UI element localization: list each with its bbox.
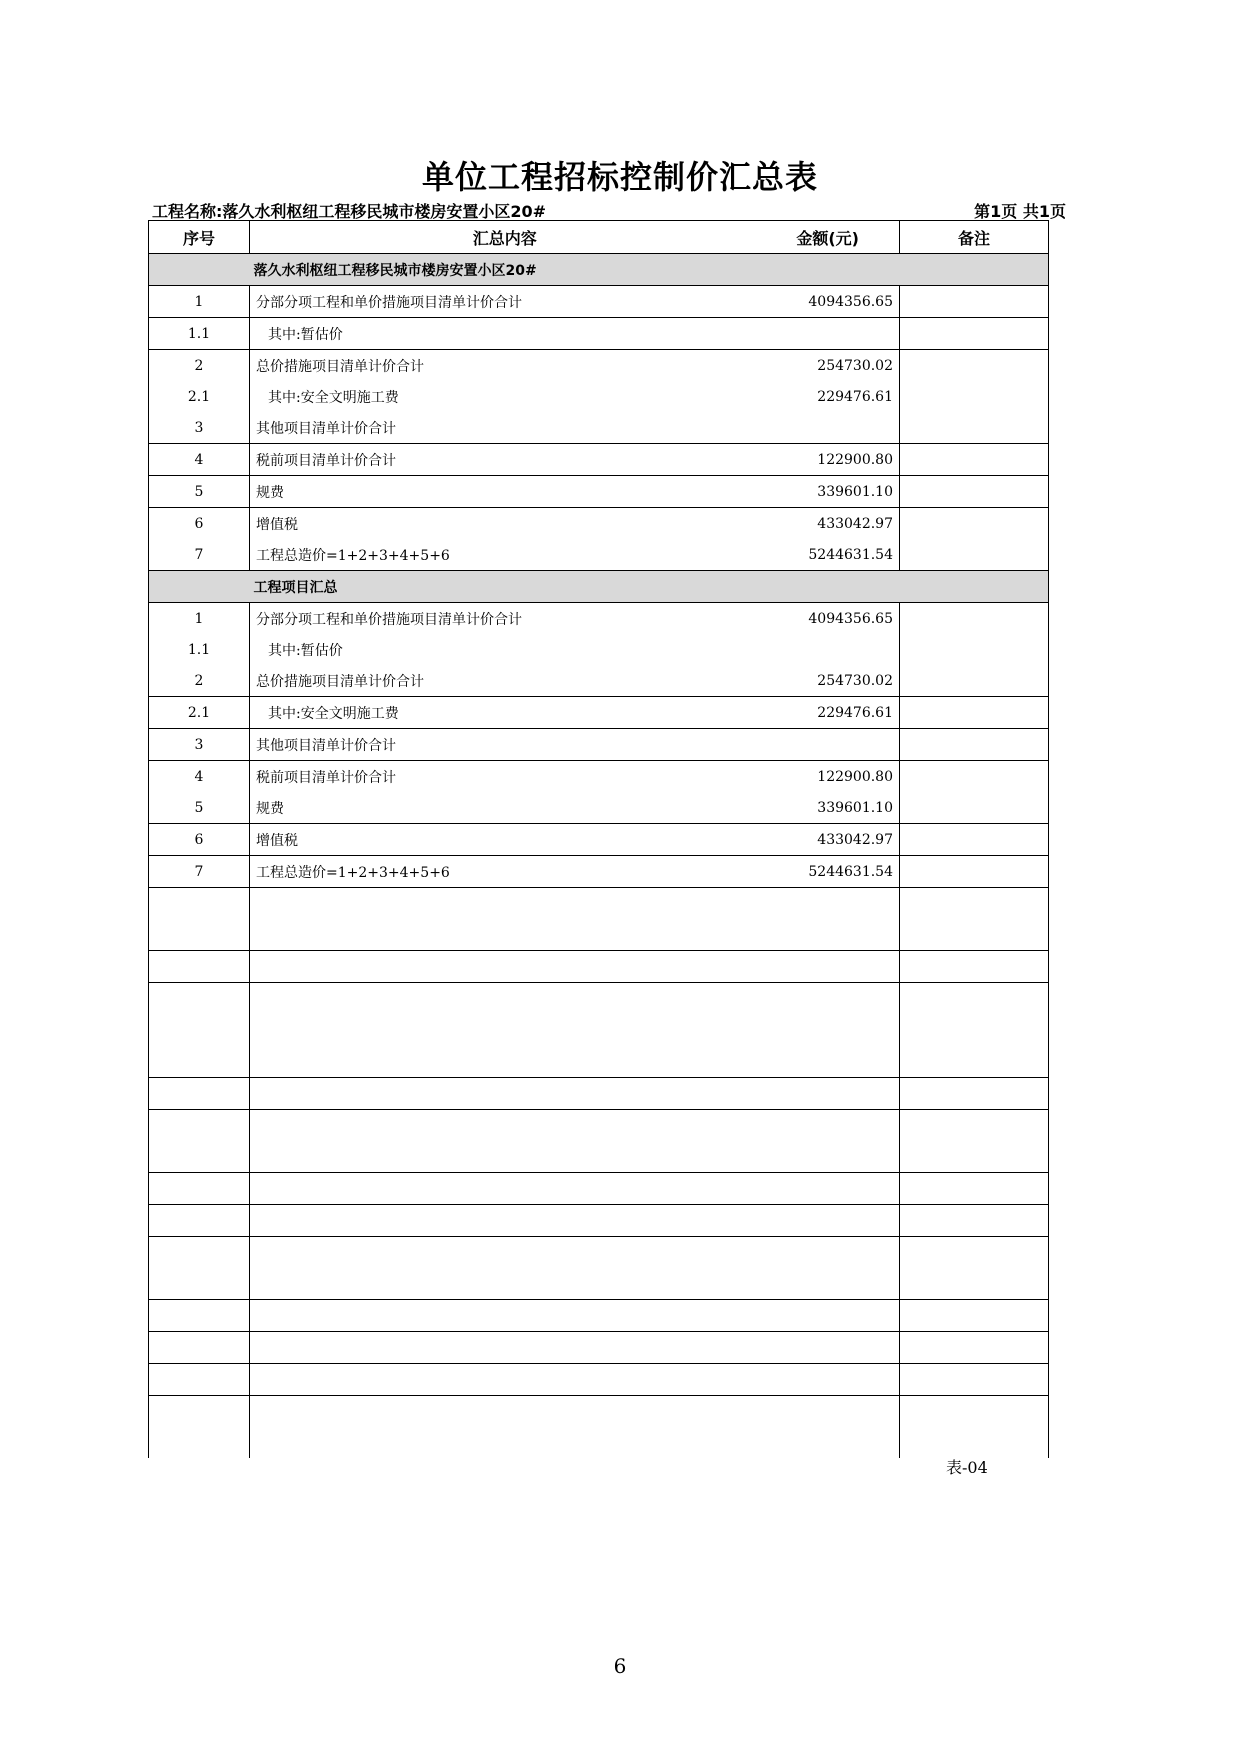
section-title: 落久水利枢纽工程移民城市楼房安置小区20# <box>250 254 1049 286</box>
row-remark <box>900 476 1049 508</box>
row-content: 工程总造价=1+2+3+4+5+6 <box>250 856 760 888</box>
row-amount <box>760 318 900 350</box>
empty-row <box>149 951 1049 983</box>
row-amount: 229476.61 <box>760 697 900 729</box>
row-amount: 4094356.65 <box>760 286 900 318</box>
row-number: 2 <box>149 665 250 697</box>
row-number: 3 <box>149 412 250 444</box>
table-row <box>149 381 1049 412</box>
row-number: 2.1 <box>149 381 250 412</box>
header-content: 汇总内容 <box>250 221 760 254</box>
empty-row <box>149 1078 1049 1110</box>
row-content: 增值税 <box>250 824 760 856</box>
row-number: 5 <box>149 792 250 824</box>
row-remark <box>900 697 1049 729</box>
row-number: 5 <box>149 476 250 508</box>
table-row <box>149 761 1049 793</box>
empty-row <box>149 1300 1049 1332</box>
section-row <box>149 254 1049 286</box>
row-amount: 339601.10 <box>760 476 900 508</box>
header-remark: 备注 <box>900 221 1049 254</box>
empty-row <box>149 1173 1049 1205</box>
page-number: 6 <box>613 1654 627 1678</box>
row-number: 4 <box>149 444 250 476</box>
row-content: 总价措施项目清单计价合计 <box>250 350 760 382</box>
table-row <box>149 603 1049 635</box>
row-number: 1.1 <box>149 634 250 665</box>
row-remark <box>900 665 1049 697</box>
row-amount: 229476.61 <box>760 381 900 412</box>
row-content: 工程总造价=1+2+3+4+5+6 <box>250 539 760 571</box>
row-number: 1.1 <box>149 318 250 350</box>
row-number: 2.1 <box>149 697 250 729</box>
row-number: 1 <box>149 286 250 318</box>
table-row <box>149 634 1049 665</box>
row-amount: 122900.80 <box>760 444 900 476</box>
row-number: 7 <box>149 539 250 571</box>
row-amount: 5244631.54 <box>760 856 900 888</box>
empty-row <box>149 1110 1049 1173</box>
row-amount <box>760 634 900 665</box>
empty-row <box>149 1205 1049 1237</box>
table-row <box>149 729 1049 761</box>
empty-row <box>149 1364 1049 1396</box>
row-remark <box>900 381 1049 412</box>
row-remark <box>900 444 1049 476</box>
table-row <box>149 412 1049 444</box>
section-title: 工程项目汇总 <box>250 571 1049 603</box>
page-title: 单位工程招标控制价汇总表 <box>421 158 818 196</box>
row-content: 其中:安全文明施工费 <box>250 697 760 729</box>
row-remark <box>900 539 1049 571</box>
row-content: 规费 <box>250 476 760 508</box>
row-amount <box>760 729 900 761</box>
row-number: 3 <box>149 729 250 761</box>
row-content: 其中:暂估价 <box>250 634 760 665</box>
row-amount: 433042.97 <box>760 824 900 856</box>
row-remark <box>900 729 1049 761</box>
row-amount: 254730.02 <box>760 665 900 697</box>
row-remark <box>900 286 1049 318</box>
table-header-row <box>149 221 1049 254</box>
row-number: 4 <box>149 761 250 793</box>
empty-row <box>149 888 1049 951</box>
row-number: 2 <box>149 350 250 382</box>
table-row <box>149 444 1049 476</box>
table-row <box>149 824 1049 856</box>
row-amount: 5244631.54 <box>760 539 900 571</box>
row-content: 税前项目清单计价合计 <box>250 444 760 476</box>
row-amount <box>760 412 900 444</box>
row-remark <box>900 824 1049 856</box>
empty-row <box>149 1332 1049 1364</box>
row-remark <box>900 634 1049 665</box>
table-row <box>149 508 1049 540</box>
row-remark <box>900 318 1049 350</box>
row-remark <box>900 412 1049 444</box>
row-content: 规费 <box>250 792 760 824</box>
empty-row <box>149 1396 1049 1459</box>
header-seq: 序号 <box>149 221 250 254</box>
form-code: 表-04 <box>946 1458 988 1477</box>
section-row <box>149 571 1049 603</box>
row-number: 6 <box>149 824 250 856</box>
table-row <box>149 697 1049 729</box>
row-content: 其中:安全文明施工费 <box>250 381 760 412</box>
row-remark <box>900 350 1049 382</box>
table-row <box>149 350 1049 382</box>
table-row <box>149 318 1049 350</box>
row-number: 7 <box>149 856 250 888</box>
table-row <box>149 286 1049 318</box>
row-content: 税前项目清单计价合计 <box>250 761 760 793</box>
row-remark <box>900 856 1049 888</box>
row-number: 1 <box>149 603 250 635</box>
row-number: 6 <box>149 508 250 540</box>
summary-table <box>148 220 1049 1458</box>
row-amount: 433042.97 <box>760 508 900 540</box>
table-row <box>149 856 1049 888</box>
row-remark <box>900 603 1049 635</box>
row-amount: 254730.02 <box>760 350 900 382</box>
row-amount: 122900.80 <box>760 761 900 793</box>
table-row <box>149 539 1049 571</box>
row-content: 总价措施项目清单计价合计 <box>250 665 760 697</box>
row-content: 其中:暂估价 <box>250 318 760 350</box>
row-content: 增值税 <box>250 508 760 540</box>
empty-row <box>149 983 1049 1078</box>
table-row <box>149 665 1049 697</box>
row-content: 其他项目清单计价合计 <box>250 412 760 444</box>
row-remark <box>900 792 1049 824</box>
row-amount: 339601.10 <box>760 792 900 824</box>
header-amount: 金额(元) <box>760 221 900 254</box>
row-content: 分部分项工程和单价措施项目清单计价合计 <box>250 286 760 318</box>
table-row <box>149 476 1049 508</box>
row-remark <box>900 508 1049 540</box>
row-content: 分部分项工程和单价措施项目清单计价合计 <box>250 603 760 635</box>
row-amount: 4094356.65 <box>760 603 900 635</box>
empty-row <box>149 1237 1049 1300</box>
project-name: 工程名称:落久水利枢纽工程移民城市楼房安置小区20# <box>152 202 547 221</box>
table-row <box>149 792 1049 824</box>
page-indicator: 第1页 共1页 <box>974 202 1066 221</box>
row-content: 其他项目清单计价合计 <box>250 729 760 761</box>
row-remark <box>900 761 1049 793</box>
